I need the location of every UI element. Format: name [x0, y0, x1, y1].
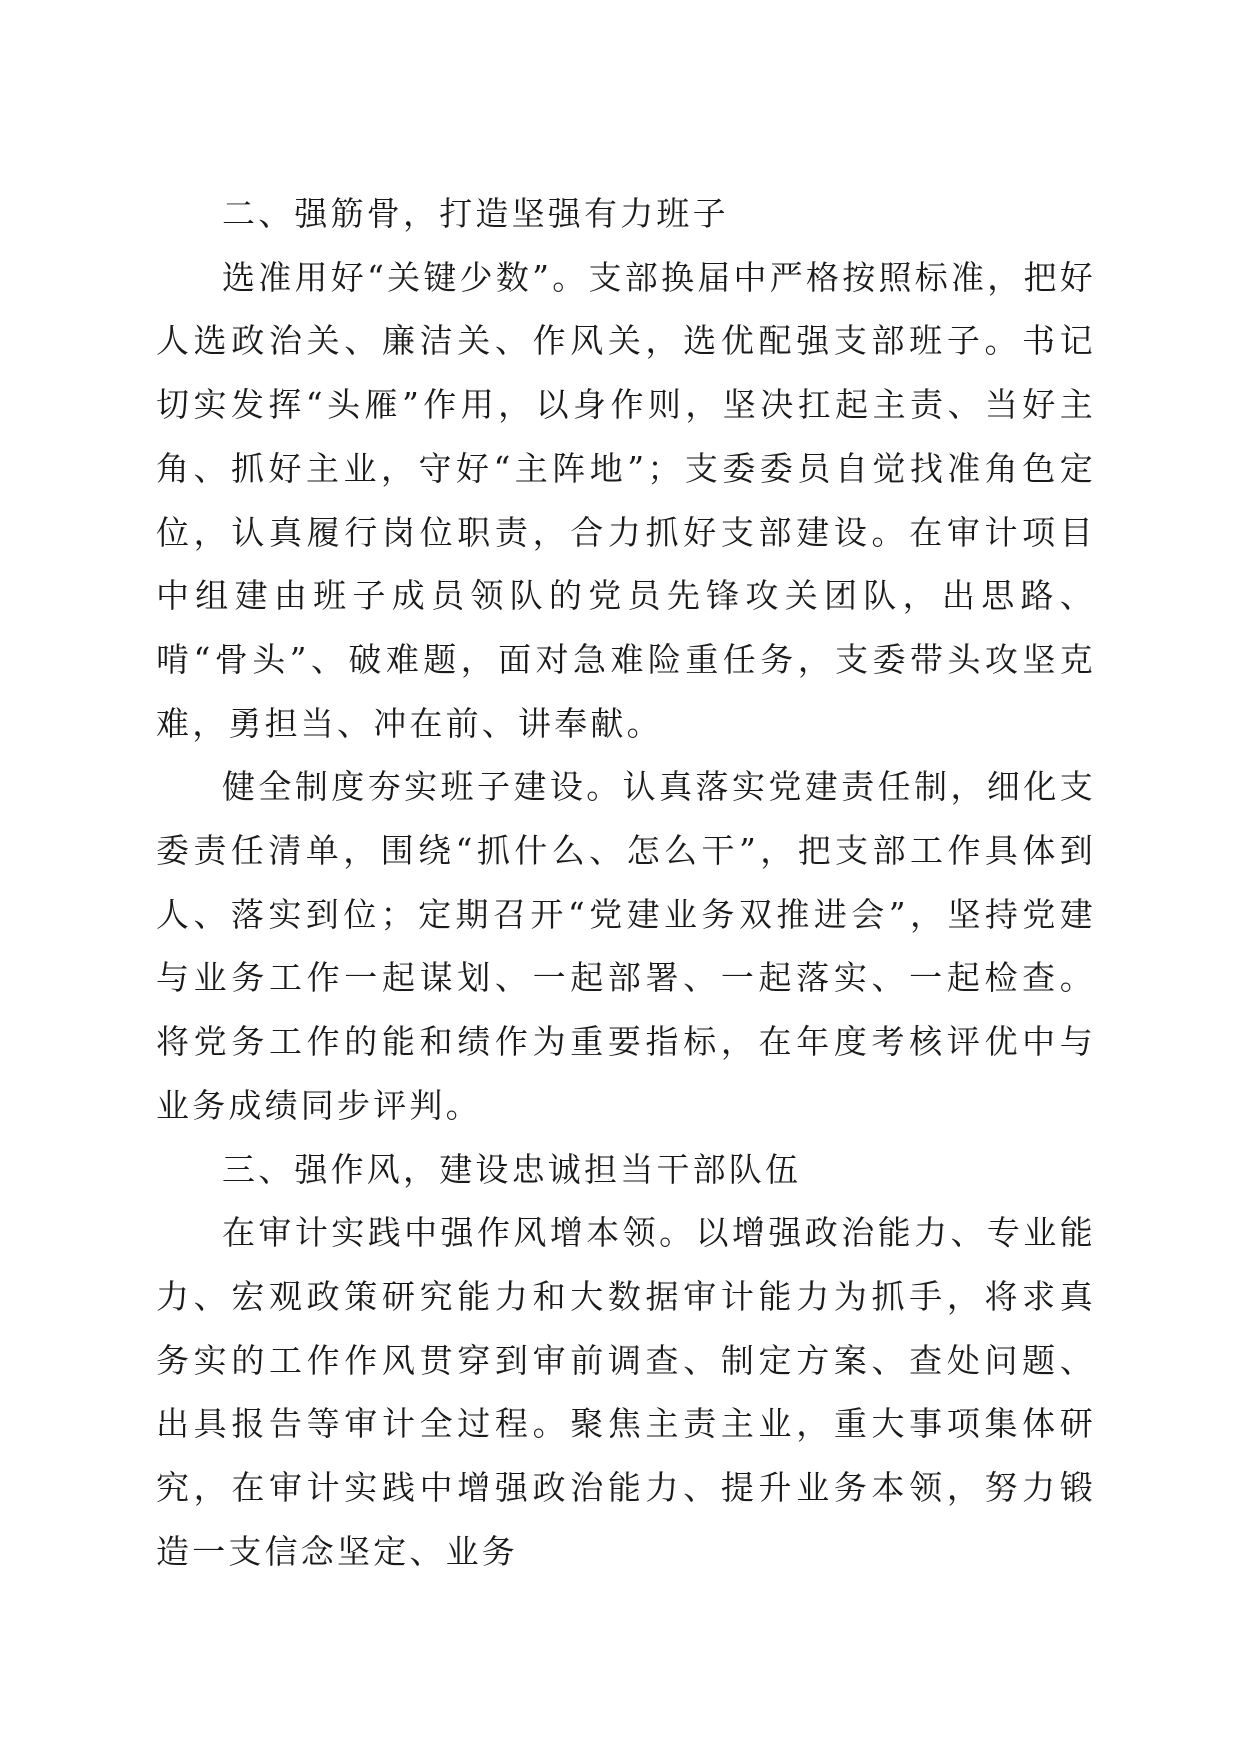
- paragraph-key-minority: 选准用好“关键少数”。支部换届中严格按照标准，把好人选政治关、廉洁关、作风关，选优配强支部班子。书记切实发挥“头雁”作用，以身作则，坚决扛起主责、当好主角、抓好主业，守好“主阵地”；支委委员自觉找准角色定位，认真履行岗位职责，合力抓好支部建设。在审计项目中组建由班子成员领队的党员先锋攻关团队，出思路、啃“骨头”、破难题，面对急难险重任务，支委带头攻坚克难，勇担当、冲在前、讲奉献。: [156, 257, 1096, 743]
- section-heading-3: 三、强作风，建设忠诚担当干部队伍: [222, 1149, 802, 1189]
- paragraph-work-style: 在审计实践中强作风增本领。以增强政治能力、专业能力、宏观政策研究能力和大数据审计能力为抓手，将求真务实的工作作风贯穿到审前调查、制定方案、查处问题、出具报告等审计全过程。聚焦主责主业，重大事项集体研究，在审计实践中增强政治能力、提升业务本领，努力锻造一支信念坚定、业务: [156, 1213, 1096, 1571]
- paragraph-system-building: 健全制度夯实班子建设。认真落实党建责任制，细化支委责任清单，围绕“抓什么、怎么干”，把支部工作具体到人、落实到位；定期召开“党建业务双推进会”，坚持党建与业务工作一起谋划、一起部署、一起落实、一起检查。将党务工作的能和绩作为重要指标，在年度考核评优中与业务成绩同步评判。: [156, 767, 1096, 1125]
- document-body: [156, 182, 1096, 1583]
- section-heading-2: 二、强筋骨，打造坚强有力班子: [222, 194, 729, 233]
